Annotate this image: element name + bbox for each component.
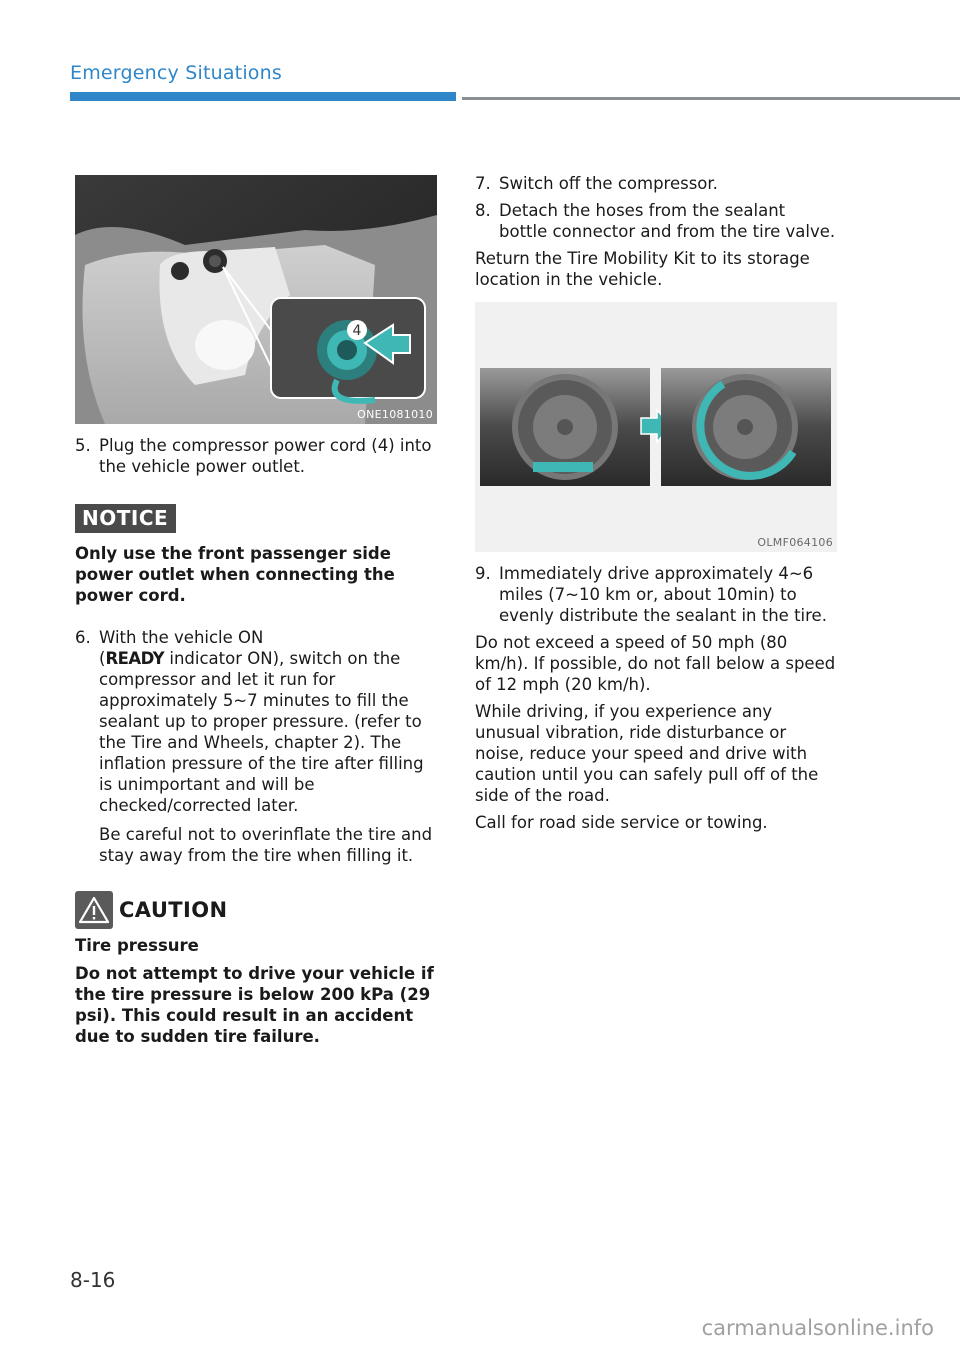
notice-text: Only use the front passenger side power outlet when connecting the power cord. (75, 544, 395, 605)
warning-icon (75, 891, 113, 929)
notice-badge: NOTICE (75, 504, 176, 533)
ready-indicator-icon: READY (105, 649, 165, 668)
section-title: Emergency Situations (70, 62, 282, 84)
step-6 (75, 627, 437, 866)
step-5 (75, 435, 437, 477)
sealant-distribution-figure (475, 302, 837, 552)
callout-number: 4 (352, 323, 362, 339)
page-number: 8-16 (70, 1268, 116, 1292)
watermark: carmanualsonline.info (701, 1316, 934, 1340)
header-rule (462, 97, 960, 100)
power-outlet-figure (75, 175, 437, 424)
step-7 (475, 173, 837, 194)
caution-header (75, 891, 437, 929)
step-text: Immediately drive approximately 4~6 miles (7~10 km or, about 10min) to evenly distribute the sealant in the tire. (499, 564, 827, 625)
step-number: 5. (75, 436, 91, 455)
step-number: 7. (475, 174, 491, 193)
step-text: Detach the hoses from the sealant bottle connector and from the tire valve. (499, 201, 836, 241)
step-number: 6. (75, 628, 91, 647)
step-text-body: (READY indicator ON), switch on the compressor and let it run for approximately 5~7 minutes to fill the sealant up to proper pressure. (refer to the Tire and Wheels, chapter 2). The inflation pressure of the tire after filling is unimportant and will be checked/corrected later. (99, 649, 424, 815)
return-text: Return the Tire Mobility Kit to its storage location in the vehicle. (475, 249, 810, 289)
left-column (75, 175, 437, 1047)
step-number: 8. (475, 201, 491, 220)
right-column (475, 173, 837, 833)
figure-code: OLMF064106 (757, 536, 833, 549)
caution-text: Do not attempt to drive your vehicle if the tire pressure is below 200 kPa (29 psi). This could result in an accident due to sudden tire failure. (75, 964, 434, 1046)
speed-text: Do not exceed a speed of 50 mph (80 km/h). If possible, do not fall below a speed of 12 mph (20 km/h). (475, 633, 836, 694)
service-text: Call for road side service or towing. (475, 813, 768, 832)
vibration-text: While driving, if you experience any unusual vibration, ride disturbance or noise, reduce your speed and drive with caution until you can safely pull off of the side of the road. (475, 702, 819, 805)
step-text-line1: With the vehicle ON (99, 628, 264, 647)
sealant-distribution-illustration (475, 302, 837, 552)
figure-code: ONE1081010 (357, 408, 433, 421)
step-number: 9. (475, 564, 491, 583)
power-outlet-illustration (75, 175, 437, 424)
step-9 (475, 563, 837, 626)
step-text-para2: Be careful not to overinflate the tire and stay away from the tire when filling it. (99, 825, 433, 865)
step-text: Switch off the compressor. (499, 174, 718, 193)
header-rule-accent (70, 92, 456, 101)
step-text: Plug the compressor power cord (4) into the vehicle power outlet. (99, 436, 432, 476)
caution-title: Tire pressure (75, 936, 199, 955)
caution-label: CAUTION (119, 898, 228, 922)
step-8 (475, 200, 837, 242)
